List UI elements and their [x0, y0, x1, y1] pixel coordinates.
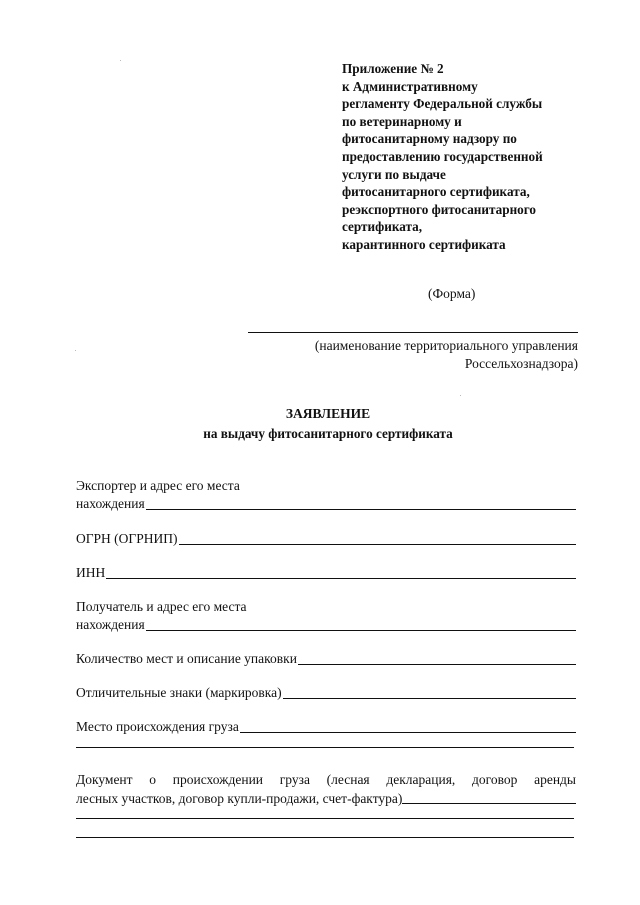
- inn-input-line[interactable]: [106, 578, 576, 579]
- appendix-line: предоставлению государственной: [342, 148, 543, 164]
- appendix-line: сертификата,: [342, 219, 423, 235]
- appendix-line: реэкспортного фитосанитарного: [342, 201, 537, 217]
- appendix-line: фитосанитарного сертификата,: [342, 184, 530, 200]
- appendix-line: карантинного сертификата: [342, 236, 506, 252]
- form-label: (Форма): [428, 286, 476, 301]
- recipient-label-line-2: нахождения: [76, 617, 145, 632]
- inn-field: [76, 564, 576, 582]
- appendix-line: по ветеринарному и: [342, 113, 462, 129]
- exporter-label-line-2: нахождения: [76, 496, 145, 511]
- packages-label: Количество мест и описание упаковки: [76, 651, 297, 666]
- origin-document-extra-line-2[interactable]: [76, 837, 574, 838]
- exporter-field: [76, 477, 576, 513]
- origin-document-input-line[interactable]: [402, 803, 576, 804]
- appendix-line: Приложение № 2: [342, 61, 444, 76]
- origin-field: [76, 718, 576, 736]
- ogrn-label: ОГРН (ОГРНИП): [76, 531, 178, 546]
- exporter-input-line[interactable]: [146, 509, 576, 510]
- packages-field: [76, 650, 576, 668]
- scan-speck: [120, 60, 121, 61]
- marking-field: [76, 684, 576, 702]
- packages-input-line[interactable]: [298, 664, 576, 665]
- recipient-input-line[interactable]: [146, 630, 576, 631]
- exporter-label-line-1: Экспортер и адрес его места: [76, 478, 240, 493]
- appendix-line: услуги по выдаче: [342, 166, 446, 182]
- recipient-label-line-1: Получатель и адрес его места: [76, 599, 247, 614]
- origin-document-extra-line-1[interactable]: [76, 818, 574, 819]
- appendix-header: [342, 60, 602, 254]
- appendix-line: регламенту Федеральной службы: [342, 96, 543, 112]
- origin-document-label-line-2: лесных участков, договор купли-продажи, счет-фактура): [76, 791, 403, 806]
- ogrn-input-line[interactable]: [179, 544, 577, 545]
- appendix-line: фитосанитарному надзору по: [342, 131, 517, 147]
- origin-document-label-line-1: Документ о происхождении груза (лесная декларация, договор аренды: [76, 772, 576, 787]
- origin-extra-line[interactable]: [76, 747, 574, 748]
- origin-label: Место происхождения груза: [76, 719, 239, 734]
- territorial-office-caption: [270, 337, 578, 373]
- territorial-office-line[interactable]: [248, 332, 578, 333]
- origin-document-row: [76, 789, 576, 808]
- territorial-caption-line-2: Россельхознадзора): [464, 356, 578, 371]
- ogrn-field: [76, 530, 576, 548]
- scan-speck: [75, 350, 76, 351]
- scan-speck: [460, 395, 461, 396]
- recipient-field: [76, 598, 576, 634]
- origin-input-line[interactable]: [240, 732, 576, 733]
- document-subtitle: на выдачу фитосанитарного сертификата: [203, 426, 453, 441]
- appendix-line: к Административному: [342, 78, 478, 94]
- document-title: ЗАЯВЛЕНИЕ: [285, 406, 371, 421]
- marking-input-line[interactable]: [283, 698, 576, 699]
- marking-label: Отличительные знаки (маркировка): [76, 685, 282, 700]
- territorial-caption-line-1: (наименование территориального управления: [314, 338, 578, 353]
- inn-label: ИНН: [76, 565, 106, 580]
